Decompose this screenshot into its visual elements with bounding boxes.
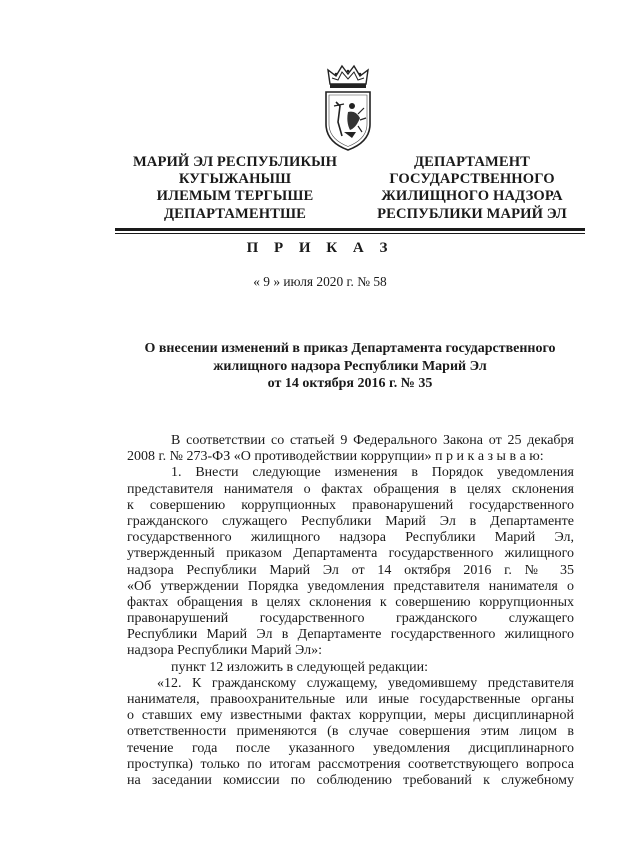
body-line: ответственности применяются (в случае совершения этим лицом в: [127, 724, 574, 740]
header-right-line: ДЕПАРТАМЕНТ: [414, 154, 530, 170]
body-line: нанимателя, правоохранительные или иные государственные органы: [127, 692, 574, 707]
body-line: течение года после указанного уведомления дисциплинарного: [127, 740, 574, 756]
header-right-line: РЕСПУБЛИКИ МАРИЙ ЭЛ: [377, 205, 567, 222]
body-line: к совершению коррупционных правонарушений государственного: [127, 497, 574, 513]
body-line: пункт 12 изложить в следующей редакции:: [171, 659, 428, 675]
body-line: гражданского служащего Республики Марий Эл в Департаменте: [127, 513, 574, 529]
subject-line: О внесении изменений в приказ Департамента государственного: [144, 341, 556, 356]
body-line: правонарушений государственного гражданского служащего: [127, 611, 574, 627]
body-line: 1. Внести следующие изменения в Порядок уведомления: [171, 465, 574, 481]
body-line: надзора Республики Марий Эл»:: [127, 643, 322, 659]
body-line: утвержденный приказом Департамента государственного жилищного: [127, 546, 574, 562]
header-right-block: [362, 154, 582, 223]
subject-line: от 14 октября 2016 г. № 35: [267, 376, 433, 391]
document-type-title: П Р И К А З: [246, 240, 394, 256]
body-line: Республики Марий Эл в Департаменте государственного жилищного: [127, 627, 574, 643]
body-line: «12. К гражданскому служащему, уведомившему представителя: [157, 675, 574, 691]
document-subject: [110, 340, 590, 393]
header-divider-thin: [115, 233, 585, 234]
body-line: фактах обращения в целях склонения к совершению коррупционных: [127, 594, 574, 610]
body-line: «Об утверждении Порядка уведомления представителя нанимателя о: [127, 578, 574, 594]
body-line: на заседании комиссии по соблюдению требований к служебному: [127, 772, 574, 788]
body-line: проступка) только по итогам рассмотрения соответствующего вопроса: [127, 756, 574, 772]
body-line: представителя нанимателя о фактах обращения в целях склонения: [127, 481, 574, 497]
body-line: 2008 г. № 273-ФЗ «О противодействии коррупции» п р и к а з ы в а ю:: [127, 449, 544, 465]
header-left-block: [120, 154, 350, 223]
body-line: государственного жилищного надзора Республики Марий Эл,: [127, 530, 574, 546]
header-left-line: МАРИЙ ЭЛ РЕСПУБЛИКЫН: [132, 154, 338, 170]
coat-of-arms-emblem: [322, 62, 374, 152]
header-left-line: КУГЫЖАНЫШ: [178, 171, 292, 188]
body-line: о ставших ему известными фактах коррупции, меры дисциплинарной: [127, 708, 574, 724]
header-left-line: ИЛЕМЫМ ТЕРГЫШЕ: [156, 188, 314, 205]
header-right-line: ЖИЛИЩНОГО НАДЗОРА: [381, 188, 563, 205]
body-line: надзора Республики Марий Эл от 14 октября 2016 г. № 35: [127, 562, 574, 578]
document-body: [127, 433, 574, 789]
header-right-line: ГОСУДАРСТВЕННОГО: [389, 171, 555, 188]
header-left-line: ДЕПАРТАМЕНТШЕ: [164, 205, 306, 222]
body-line: В соответствии со статьей 9 Федерального Закона от 25 декабря: [171, 433, 574, 448]
subject-line: жилищного надзора Республики Марий Эл: [213, 358, 487, 374]
header-divider-thick: [115, 228, 585, 231]
document-date-number: « 9 » июля 2020 г. № 58: [253, 274, 387, 289]
